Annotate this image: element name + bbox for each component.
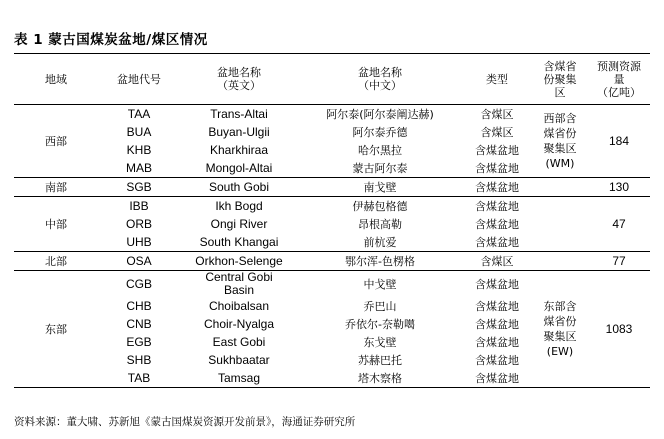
zone-cell <box>532 178 588 197</box>
name-en-cell: Orkhon-Selenge <box>180 252 298 271</box>
type-cell: 含煤盆地 <box>475 317 519 331</box>
name-en-cell: Tamsag <box>180 369 298 388</box>
type-cell: 含煤盆地 <box>475 217 519 231</box>
name-en-cell: Kharkhiraa <box>209 142 269 157</box>
name-cn-cell: 乔依尔-奈勒噶 <box>345 317 415 331</box>
table-row <box>14 178 650 197</box>
code-cell: CNB <box>126 316 152 331</box>
reserve-cell: 1083 <box>588 271 650 388</box>
header-name-en: 盆地名称 （英文） <box>180 54 298 105</box>
type-cell: 含煤盆地 <box>475 199 519 213</box>
zone-cell <box>532 252 588 271</box>
name-en-cell: Sukhbaatar <box>208 352 270 367</box>
header-type: 类型 <box>462 54 532 105</box>
name-cn-cell: 前杭爱 <box>298 233 462 252</box>
code-cell: KHB <box>126 142 152 157</box>
table-row <box>14 252 650 271</box>
source-note: 资料来源：董大啸、苏新旭《蒙古国煤炭资源开发前景》，海通证券研究所 <box>14 416 356 428</box>
name-cn-cell: 哈尔黑拉 <box>358 143 402 157</box>
type-cell: 含煤盆地 <box>475 335 519 349</box>
table-body <box>14 105 650 388</box>
name-cn-cell: 乔巴山 <box>363 299 397 313</box>
name-cn-cell: 伊赫包格德 <box>352 199 408 213</box>
region-cell: 南部 <box>14 178 98 197</box>
code-cell: EGB <box>126 334 152 349</box>
region-cell: 北部 <box>14 252 98 271</box>
code-cell: TAA <box>127 106 151 121</box>
table-row <box>14 271 650 298</box>
header-region: 地域 <box>14 54 98 105</box>
name-en-cell: Central Gobi Basin <box>205 270 273 297</box>
reserve-cell: 47 <box>588 197 650 252</box>
name-en-cell: Choibalsan <box>208 298 270 313</box>
header-reserve: 预测资源 量 （亿吨） <box>588 54 650 105</box>
name-en-cell: South Gobi <box>180 178 298 197</box>
name-cn-cell: 南戈壁 <box>298 178 462 197</box>
name-en-cell: East Gobi <box>212 334 266 349</box>
region-cell: 东部 <box>14 271 98 388</box>
name-cn-cell: 昂根高勒 <box>358 217 402 231</box>
code-cell: IBB <box>129 198 149 213</box>
type-cell: 含煤盆地 <box>475 353 519 367</box>
table-row <box>14 197 650 216</box>
name-cn-cell: 中戈壁 <box>363 277 397 291</box>
name-en-cell: Mongol-Altai <box>180 159 298 178</box>
name-cn-cell: 塔木察格 <box>298 369 462 388</box>
type-cell: 含煤盆地 <box>462 159 532 178</box>
region-cell: 西部 <box>14 105 98 178</box>
name-en-cell: Choir-Nyalga <box>203 316 275 331</box>
code-cell: OSA <box>98 252 180 271</box>
code-cell: MAB <box>98 159 180 178</box>
type-cell: 含煤盆地 <box>462 178 532 197</box>
name-cn-cell: 阿尔泰乔德 <box>352 125 408 139</box>
name-cn-cell: 蒙古阿尔泰 <box>298 159 462 178</box>
zone-cell: 西部含 煤省份 聚集区 (WM) <box>532 105 588 178</box>
type-cell: 含煤盆地 <box>475 299 519 313</box>
name-cn-cell: 东戈壁 <box>363 335 397 349</box>
code-cell: BUA <box>126 124 152 139</box>
zone-cell: 东部含 煤省份 聚集区 (EW) <box>532 271 588 388</box>
code-cell: SHB <box>126 352 152 367</box>
region-cell: 中部 <box>14 197 98 252</box>
name-en-cell: Ongi River <box>210 216 268 231</box>
code-cell: UHB <box>98 233 180 252</box>
type-cell: 含煤区 <box>480 125 514 139</box>
type-cell: 含煤盆地 <box>462 369 532 388</box>
name-cn-cell: 苏赫巴托 <box>358 353 402 367</box>
name-en-cell: South Khangai <box>180 233 298 252</box>
table-row <box>14 105 650 124</box>
code-cell: TAB <box>98 369 180 388</box>
reserve-cell: 77 <box>588 252 650 271</box>
name-en-cell: Trans-Altai <box>210 106 268 121</box>
name-en-cell: Ikh Bogd <box>215 198 263 213</box>
reserve-cell: 184 <box>588 105 650 178</box>
table-title: 表 1 蒙古国煤炭盆地/煤区情况 <box>14 32 208 48</box>
type-cell: 含煤盆地 <box>462 233 532 252</box>
type-cell: 含煤盆地 <box>475 277 519 291</box>
coal-basin-table <box>14 53 650 388</box>
zone-cell <box>532 197 588 252</box>
code-cell: CGB <box>125 276 152 291</box>
header-name-cn: 盆地名称 （中文） <box>298 54 462 105</box>
name-en-cell: Buyan-Ulgii <box>208 124 270 139</box>
header-zone: 含煤省 份聚集 区 <box>532 54 588 105</box>
name-cn-cell: 鄂尔浑-色楞格 <box>298 252 462 271</box>
type-cell: 含煤盆地 <box>475 143 519 157</box>
type-cell: 含煤区 <box>480 107 514 121</box>
code-cell: SGB <box>98 178 180 197</box>
type-cell: 含煤区 <box>462 252 532 271</box>
name-cn-cell: 阿尔泰(阿尔泰阐达赫) <box>326 107 434 121</box>
header-row <box>14 54 650 105</box>
reserve-cell: 130 <box>588 178 650 197</box>
header-code: 盆地代号 <box>98 54 180 105</box>
code-cell: CHB <box>126 298 152 313</box>
code-cell: ORB <box>125 216 152 231</box>
